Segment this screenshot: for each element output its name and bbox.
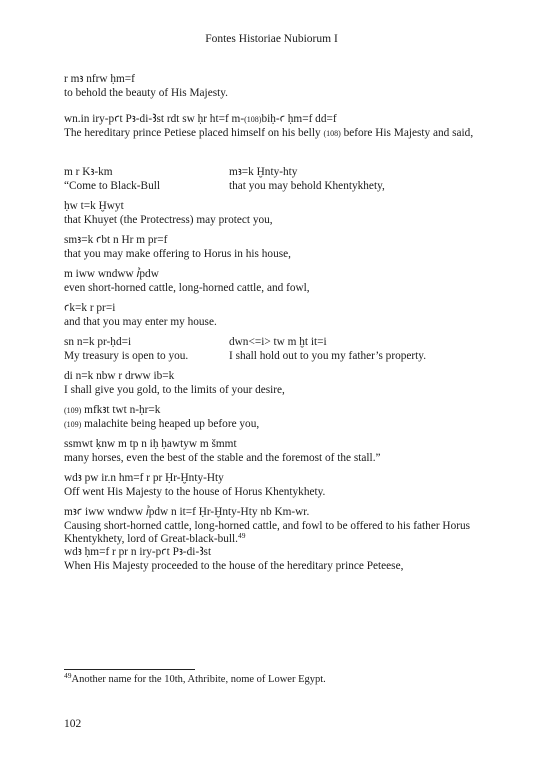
transliteration: ꜥk=k r pr=i — [64, 302, 116, 314]
running-header: Fontes Historiae Nubiorum I — [205, 33, 338, 45]
translation-col2: I shall hold out to you my father’s property. — [229, 349, 427, 362]
line-number: (109) — [64, 419, 82, 429]
transliteration: mꜣꜥ iww wndww ꞽpdw n it=f Ḥr-Ḫnty-Hty nb Km-wr. — [64, 506, 310, 518]
translation: The hereditary prince Petiese placed himself on his belly (108) before His Majesty and said, — [64, 126, 474, 139]
translation: Off went His Majesty to the house of Horus Khentykhety. — [64, 485, 326, 498]
translation: (109) malachite being heaped up before you, — [64, 417, 260, 430]
verse-11 — [64, 438, 494, 465]
verse-3 — [64, 166, 494, 194]
verse-5 — [64, 234, 494, 261]
translation: and that you may enter my house. — [64, 315, 217, 328]
verse-7 — [64, 302, 494, 329]
transliteration: ḥw t=k Ḫwyt — [64, 200, 124, 212]
verse-1 — [64, 73, 494, 100]
transliteration: m iww wndww ꞽpdw — [64, 268, 159, 280]
transliteration: wdꜣ pw ir.n hm=f r pr Ḥr-Ḫnty-Hty — [64, 472, 224, 484]
transliteration-col1: sn n=k pr-ḥd=i — [64, 336, 132, 348]
footnote — [64, 671, 326, 685]
footnote-number: 49 — [64, 671, 72, 680]
transliteration: r mꜣ nfrw ḥm=f — [64, 73, 135, 85]
transliteration: wn.in iry-pꜥt Pꜣ-di-Ꜣst rdt sw ḥr ht=f m-(108)biḥ-ꜥ ḥm=f dd=f — [64, 113, 337, 125]
transliteration: di n=k nbw r drww ib=k — [64, 370, 175, 382]
verse-14 — [64, 546, 494, 573]
footnote-divider — [64, 669, 195, 670]
verse-8 — [64, 336, 494, 364]
translation-col1: “Come to Black-Bull — [64, 179, 161, 192]
transliteration-col1: m r Kꜣ-km — [64, 166, 113, 178]
verse-6 — [64, 268, 494, 295]
verse-2 — [64, 113, 494, 140]
translation: that Khuyet (the Protectress) may protect you, — [64, 213, 273, 226]
verse-4 — [64, 200, 494, 227]
translation-col1: My treasury is open to you. — [64, 349, 189, 362]
translation-col2: that you may behold Khentykhety, — [229, 179, 385, 192]
transliteration: wdꜣ ḥm=f r pr n iry-pꜥt Pꜣ-di-Ꜣst — [64, 546, 212, 558]
verse-10 — [64, 404, 494, 431]
transliteration-col2: dwn<=i> tw m ḫt it=i — [229, 336, 327, 348]
footnote-ref[interactable]: 49 — [238, 531, 246, 540]
translation: even short-horned cattle, long-horned cattle, and fowl, — [64, 281, 310, 294]
page-number: 102 — [64, 718, 82, 730]
transliteration-col2: mꜣ=k Ḫnty-hty — [229, 166, 298, 178]
transliteration: smꜣ=k ꜥbt n Hr m pr=f — [64, 234, 168, 246]
line-number: (108) — [323, 128, 341, 138]
translation: that you may make offering to Horus in his house, — [64, 247, 291, 260]
transliteration: ssmwt ḳnw m tp n iḥ ḥawtyw m šmmt — [64, 438, 237, 450]
translation: many horses, even the best of the stable and the foremost of the stall.” — [64, 451, 381, 464]
line-number: (108) — [244, 115, 262, 124]
verse-12 — [64, 472, 494, 499]
translation: I shall give you gold, to the limits of your desire, — [64, 383, 285, 396]
transliteration: (109) mfkꜣt twt n-ḥr=k — [64, 404, 161, 416]
translation: Causing short-horned cattle, long-horned cattle, and fowl to be offered to his father Horus Khentykhety, lord of Great-black-bull.$^{49}$ — [64, 519, 471, 545]
translation: to behold the beauty of His Majesty. — [64, 86, 228, 99]
line-number: (109) — [64, 406, 82, 415]
verse-13 — [64, 506, 494, 547]
translation: When His Majesty proceeded to the house of the hereditary prince Peteese, — [64, 559, 404, 572]
footnote-text: Another name for the 10th, Athribite, nome of Lower Egypt. — [71, 674, 326, 685]
verse-9 — [64, 370, 494, 397]
